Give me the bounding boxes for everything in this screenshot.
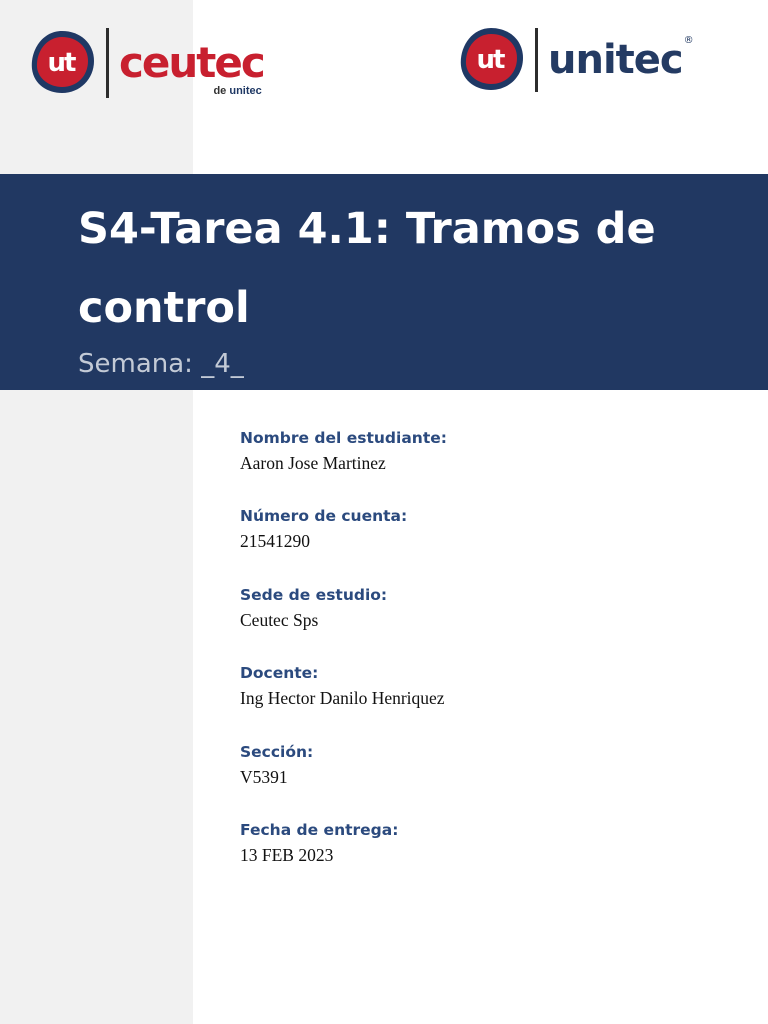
field-value: Aaron Jose Martinez: [240, 453, 386, 473]
logo-divider: [106, 28, 109, 98]
svg-text:ut: ut: [47, 48, 75, 78]
field-label: Nombre del estudiante:: [240, 429, 447, 447]
ut-badge-icon: [457, 26, 525, 94]
field-value: Ceutec Sps: [240, 609, 319, 630]
logo-divider: [535, 28, 538, 92]
field-teacher: [240, 661, 740, 739]
field-section: [240, 740, 740, 818]
field-label: Sede de estudio:: [240, 585, 388, 604]
field-account-number: [240, 504, 740, 582]
field-value: 21541290: [240, 531, 310, 552]
ceutec-wordmark: ceutec de unitec: [119, 38, 264, 97]
registered-mark: ®: [683, 35, 693, 46]
field-label: Docente:: [240, 664, 319, 683]
ceutec-logo: [28, 28, 264, 98]
field-value: Ing Hector Danilo Henriquez: [240, 688, 445, 709]
svg-text:ut: ut: [476, 45, 504, 75]
unitec-logo: [457, 26, 693, 94]
left-gray-strip: [0, 0, 193, 1024]
ut-badge-icon: [28, 29, 96, 97]
field-student-name: [240, 426, 740, 504]
field-campus: [240, 583, 740, 661]
field-value: 13 FEB 2023: [240, 844, 334, 865]
week-subtitle: Semana: _4_: [78, 349, 244, 379]
field-label: Fecha de entrega:: [240, 820, 399, 839]
field-label: Sección:: [240, 742, 314, 761]
field-due-date: [240, 818, 740, 896]
ceutec-subtitle: de unitec: [213, 85, 262, 97]
page-title: S4-Tarea 4.1: Tramos de control: [78, 204, 656, 333]
student-info: [240, 426, 740, 896]
unitec-wordmark: unitec ®: [548, 35, 693, 83]
field-label: Número de cuenta:: [240, 507, 408, 526]
field-value: V5391: [240, 766, 288, 787]
